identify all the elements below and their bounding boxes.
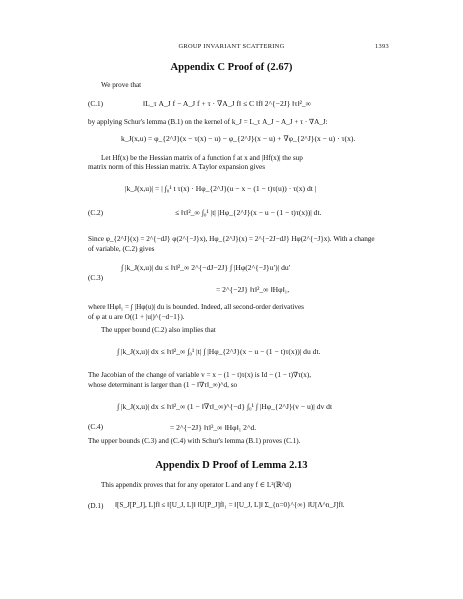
equation-label-c1: (C.1) bbox=[88, 100, 103, 108]
equation-c3-line2: = 2^{−2J} ‖τ‖²_∞ ‖Hφ‖₁, bbox=[216, 285, 290, 294]
equation-c2-line1: |k_J(x,u)| = | ∫₀¹ t τ(x) · Hφ_{2^J}(u − x − (1 − t)τ(u)) · τ(x) dt | bbox=[125, 184, 317, 193]
paragraph: whose determinant is larger than (1 − ‖∇τ‖_∞)^d, so bbox=[88, 381, 238, 389]
equation-c3-line1: ∫ |k_J(x,u)| du ≤ ‖τ‖²_∞ 2^{−dJ−2J} ∫ |Hφ(2^{−J}u′)| du′ bbox=[121, 263, 291, 272]
paragraph: of variable, (C.2) gives bbox=[88, 245, 155, 253]
equation-c1: ‖L_τ A_J f − A_J f + τ · ∇A_J f‖ ≤ C ‖f‖ 2^{−2J} ‖τ‖²_∞ bbox=[143, 99, 312, 108]
paragraph: by applying Schur's lemma (B.1) on the kernel of k_J = L_τ A_J − A_J + τ · ∇A_J: bbox=[88, 118, 328, 126]
paragraph: where ‖Hφ‖₁ = ∫ |Hφ(u)| du is bounded. Indeed, all second-order derivatives bbox=[88, 303, 304, 311]
equation-label-c3: (C.3) bbox=[88, 274, 103, 282]
equation-dx-bound: ∫ |k_J(x,u)| dx ≤ ‖τ‖²_∞ ∫₀¹ |t| ∫ |Hφ_{2^J}(x − u − (1 − t)τ(x))| du dt. bbox=[117, 347, 321, 356]
equation-d1: ‖[S_J[P_J], L]f‖ ≤ ‖[U_J, L]‖ ‖U[P_J]f‖₁ = ‖[U_J, L]‖ Σ_{n=0}^{∞} ‖U[Λ^n_J]f‖. bbox=[115, 501, 345, 509]
equation-label-c4: (C.4) bbox=[88, 423, 103, 431]
running-title: GROUP INVARIANT SCATTERING bbox=[178, 43, 285, 50]
paragraph: Let Hf(x) be the Hessian matrix of a function f at x and |Hf(x)| the sup bbox=[101, 154, 303, 162]
paragraph: The Jacobian of the change of variable v = x − (1 − t)τ(x) is Id − (1 − t)∇τ(x), bbox=[88, 371, 312, 379]
equation-label-d1: (D.1) bbox=[88, 502, 104, 510]
equation-c4-line1: ∫ |k_J(x,u)| dx ≤ ‖τ‖²_∞ (1 − ‖∇τ‖_∞)^{−d} ∫₀¹ ∫ |Hφ_{2^J}(v − u)| dv dt bbox=[117, 402, 333, 411]
paragraph: of φ at u are O((1 + |u|)^{−d−1}). bbox=[88, 313, 185, 321]
paragraph: The upper bounds (C.3) and (C.4) with Schur's lemma (B.1) proves (C.1). bbox=[88, 437, 301, 445]
appendix-c-title: Appendix C Proof of (2.67) bbox=[170, 62, 293, 73]
equation-c4-line2: = 2^{−2J} ‖τ‖²_∞ ‖Hφ‖₁ 2^d. bbox=[170, 423, 257, 432]
paragraph: This appendix proves that for any operator L and any f ∈ L²(ℝ^d) bbox=[101, 481, 292, 489]
page-number: 1393 bbox=[375, 43, 389, 50]
appendix-d-title: Appendix D Proof of Lemma 2.13 bbox=[155, 460, 308, 471]
paragraph: The upper bound (C.2) also implies that bbox=[101, 326, 216, 334]
paragraph: matrix norm of this Hessian matrix. A Taylor expansion gives bbox=[88, 163, 266, 171]
equation-c2-line2: ≤ ‖τ‖²_∞ ∫₀¹ |t| |Hφ_{2^J}(x − u − (1 − t)τ(x))| dt. bbox=[175, 208, 322, 217]
paragraph: Since φ_{2^J}(x) = 2^{−dJ} φ(2^{−J}x), Hφ_{2^J}(x) = 2^{−2J−dJ} Hφ(2^{−J}x). With a change bbox=[88, 235, 375, 243]
paragraph: We prove that bbox=[101, 81, 142, 89]
equation-kernel: k_J(x,u) = φ_{2^J}(x − τ(x) − u) − φ_{2^J}(x − u) + ∇φ_{2^J}(x − u) · τ(x). bbox=[121, 134, 356, 143]
equation-label-c2: (C.2) bbox=[88, 209, 103, 217]
